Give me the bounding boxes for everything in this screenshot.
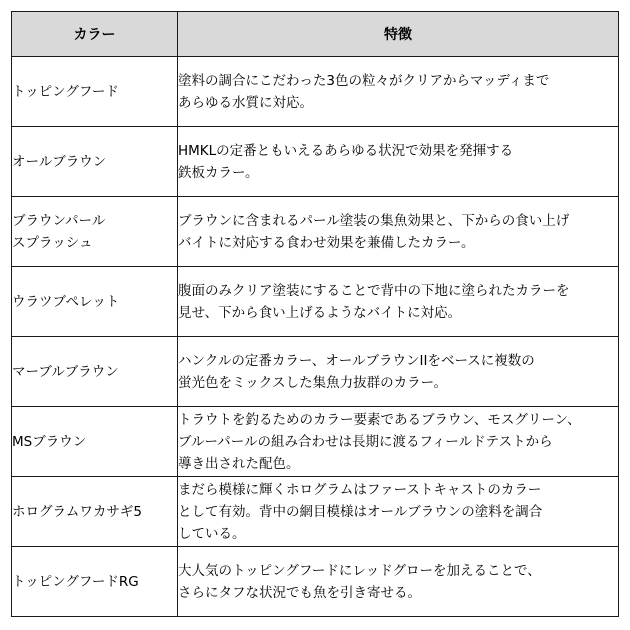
table-row [12,547,619,617]
table-row [12,197,619,267]
feature-cell: トラウトを釣るためのカラー要素であるブラウン、モスグリーン、 ブルーパールの組み合わせは長期に渡るフィールドテストから 導き出された配色。 [178,407,619,477]
table-row [12,57,619,127]
color-column-header: カラー [12,12,178,57]
feature-column-header: 特徴 [178,12,619,57]
table-row [12,267,619,337]
color-name-cell: MSブラウン [12,407,178,477]
table-row [12,407,619,477]
color-name-cell: マーブルブラウン [12,337,178,407]
color-feature-table [11,11,619,617]
color-name-cell: オールブラウン [12,127,178,197]
header-row [12,12,619,57]
feature-cell: 大人気のトッピングフードにレッドグローを加えることで、 さらにタフな状況でも魚を引き寄せる。 [178,547,619,617]
table-row [12,477,619,547]
color-name-cell: ホログラムワカサギ5 [12,477,178,547]
feature-cell: ハンクルの定番カラー、オールブラウンIIをベースに複数の 蛍光色をミックスした集魚力抜群のカラー。 [178,337,619,407]
color-name-cell: ブラウンパール スプラッシュ [12,197,178,267]
color-name-cell: ウラツブペレット [12,267,178,337]
feature-cell: まだら模様に輝くホログラムはファーストキャストのカラー として有効。背中の網目模様はオールブラウンの塗料を調合 している。 [178,477,619,547]
feature-cell: ブラウンに含まれるパール塗装の集魚効果と、下からの食い上げ バイトに対応する食わせ効果を兼備したカラー。 [178,197,619,267]
table-row [12,337,619,407]
color-name-cell: トッピングフード [12,57,178,127]
table-row [12,127,619,197]
color-name-cell: トッピングフードRG [12,547,178,617]
feature-cell: HMKLの定番ともいえるあらゆる状況で効果を発揮する 鉄板カラー。 [178,127,619,197]
feature-cell: 腹面のみクリア塗装にすることで背中の下地に塗られたカラーを 見せ、下から食い上げるようなバイトに対応。 [178,267,619,337]
feature-cell: 塗料の調合にこだわった3色の粒々がクリアからマッディまで あらゆる水質に対応。 [178,57,619,127]
